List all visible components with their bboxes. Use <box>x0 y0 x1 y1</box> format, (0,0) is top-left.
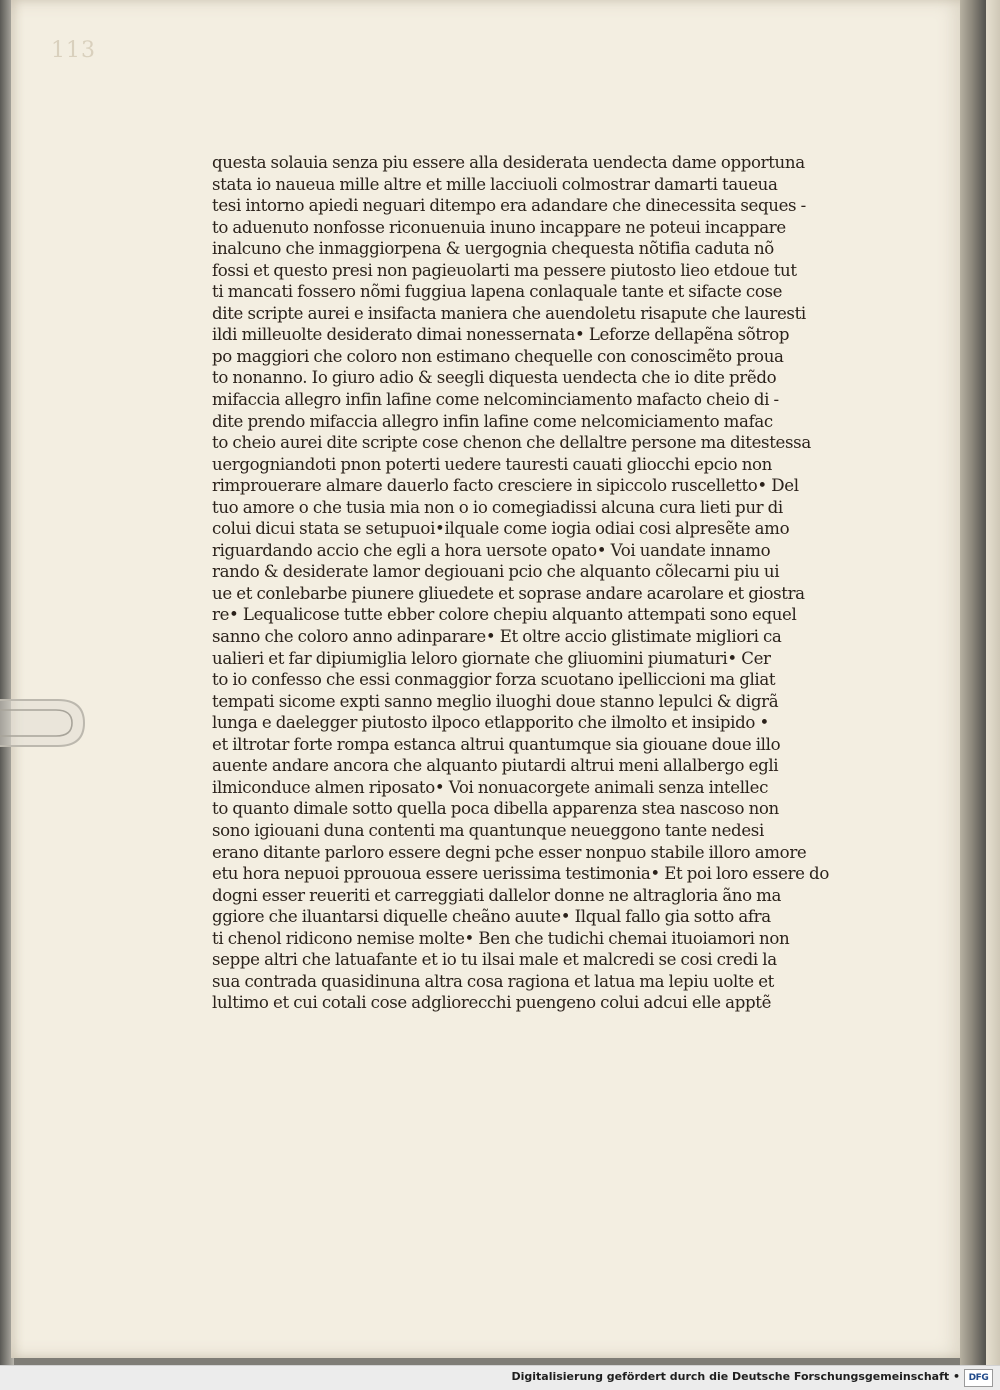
text-line: ue et conlebarbe piunere gliuedete et soprase andare acarolare et giostra <box>212 583 805 603</box>
text-line: po maggiori che coloro non estimano chequelle con conoscimẽto proua <box>212 346 784 366</box>
text-line: lultimo et cui cotali cose adgliorecchi puengeno colui adcui elle apptẽ <box>212 993 772 1013</box>
text-line: to nonanno. Io giuro adio & seegli diquesta uendecta che io dite prẽdo <box>212 368 777 388</box>
text-line: tesi intorno apiedi neguari ditempo era adandare che dinecessita seques - <box>212 196 806 216</box>
text-line: sanno che coloro anno adinparare• Et oltre accio glistimate migliori ca <box>212 627 782 647</box>
text-line: dite scripte aurei e insifacta maniera che auendoletu risapute che lauresti <box>212 303 806 323</box>
text-line: ildi milleuolte desiderato dimai nonessernata• Leforze dellapẽna sõtrop <box>212 325 790 345</box>
text-line: auente andare ancora che alquanto piutardi altrui meni allalbergo egli <box>212 756 779 776</box>
text-line: erano ditante parloro essere degni pche esser nonpuo stabile illoro amore <box>212 842 807 862</box>
text-line: tuo amore o che tusia mia non o io comegiadissi alcuna cura lieti pur di <box>212 497 783 517</box>
text-line: re• Lequalicose tutte ebber colore chepiu alquanto attempati sono equel <box>212 605 797 625</box>
text-line: rando & desiderate lamor degiouani pcio che alquanto cõlecarni piu ui <box>212 562 780 582</box>
next-page-edge <box>986 0 1000 1365</box>
text-line: to cheio aurei dite scripte cose chenon che dellaltre persone ma ditestessa <box>212 433 811 453</box>
text-line: ti chenol ridicono nemise molte• Ben che tudichi chemai ituoiamori non <box>212 928 790 948</box>
text-line: ggiore che iluantarsi diquelle cheãno auute• Ilqual fallo gia sotto afra <box>212 907 771 927</box>
text-line: etu hora nepuoi pprououa essere uerissima testimonia• Et poi loro essere do <box>212 864 829 884</box>
digitization-credit: Digitalisierung gefördert durch die Deutsche Forschungsgemeinschaft • <box>511 1370 960 1383</box>
text-line: colui dicui stata se setupuoi•ilquale come iogia odiai cosi alpresẽte amo <box>212 519 790 539</box>
text-line: lunga e daelegger piutosto ilpoco etlapporito che ilmolto et insipido • <box>212 713 769 733</box>
text-line: dogni esser reueriti et carreggiati dallelor donne ne altragloria ãno ma <box>212 885 782 905</box>
text-line: to io confesso che essi conmaggior forza scuotano ipelliccioni ma gliat <box>212 670 776 690</box>
text-line: sono igiouani duna contenti ma quantunque neueggono tante nedesi <box>212 820 764 840</box>
text-line: uergogniandoti pnon poterti uedere tauresti cauati gliocchi epcio non <box>212 454 773 474</box>
text-line: to quanto dimale sotto quella poca dibella apparenza stea nascoso non <box>212 799 779 819</box>
text-line: et iltrotar forte rompa estanca altrui quantumque sia giouane doue illo <box>212 734 781 754</box>
text-line: ualieri et far dipiumiglia leloro giornate che gliuomini piumaturi• Cer <box>212 648 771 668</box>
text-line: sua contrada quasidinuna altra cosa ragiona et latua ma lepiu uolte et <box>212 971 774 991</box>
printed-text-block <box>212 152 862 1014</box>
text-line: inalcuno che inmaggiorpena & uergognia chequesta nõtifia caduta nõ <box>212 239 774 259</box>
text-line: to aduenuto nonfosse riconuenuia inuno incappare ne poteui incappare <box>212 217 786 237</box>
text-line: stata io naueua mille altre et mille lacciuoli colmostrar damarti taueua <box>212 174 778 194</box>
text-line: seppe altri che latuafante et io tu ilsai male et malcredi se cosi credi la <box>212 950 777 970</box>
text-line: dite prendo mifaccia allegro infin lafine come nelcomiciamento mafac <box>212 411 773 431</box>
paper-clip-icon <box>0 692 92 754</box>
text-line: fossi et questo presi non pagieuolarti ma pessere piutosto lieo etdoue tut <box>212 260 797 280</box>
text-line: ilmiconduce almen riposato• Voi nonuacorgete animali senza intellec <box>212 777 769 797</box>
text-line: mifaccia allegro infin lafine come nelcominciamento mafacto cheio di - <box>212 390 779 410</box>
text-line: questa solauia senza piu essere alla desiderata uendecta dame opportuna <box>212 153 805 172</box>
faded-folio-mark: 113 <box>51 38 96 63</box>
footer-bar <box>0 1365 1000 1390</box>
text-line: riguardando accio che egli a hora uersote opato• Voi uandate innamo <box>212 540 771 560</box>
dfg-logo: DFG <box>964 1369 993 1387</box>
text-line: ti mancati fossero nõmi fuggiua lapena conlaquale tante et sifacte cose <box>212 282 783 302</box>
text-line: rimprouerare almare dauerlo facto cresciere in sipiccolo ruscelletto• Del <box>212 476 799 496</box>
text-line: tempati sicome expti sanno meglio iluoghi doue stanno lepulci & digrã <box>212 691 779 711</box>
